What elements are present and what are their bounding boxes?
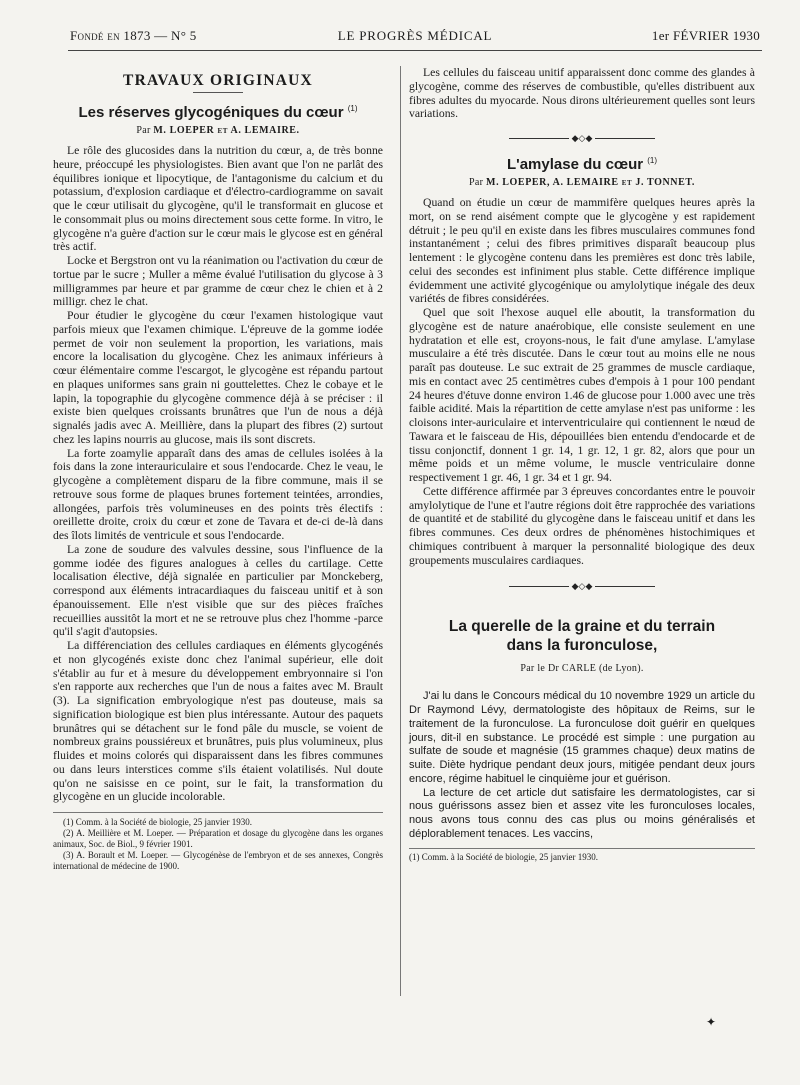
footnote: (3) A. Borault et M. Loeper. — Glycogénèse de l'embryon et de ses annexes, Congrès international de médecine de 1900. — [53, 850, 383, 871]
byline-prefix: Par — [136, 125, 151, 136]
left-column — [53, 68, 383, 872]
right-column — [409, 66, 755, 863]
paragraph: Le rôle des glucosides dans la nutrition du cœur, a, de très bonne heure, préoccupé les physiologistes. Bien avant que l'on ne parlât des équilibres ionique et lipocytique, de l'antagonisme du calcium et du potassium, d'explosion cardiaque et d'électro-cardiogramme on savait que le cœur utilisait du glycogène, qu'il le transformait en glucose et le consommait plus ou moins directement sous cette forme. In vitro, le glycogène n'a guère d'action sur le cœur mais le glycose est en général très actif. — [53, 144, 383, 254]
header-rule — [68, 50, 762, 51]
article3-title-line2: dans la furonculose, — [506, 637, 658, 655]
ornament-divider — [409, 579, 755, 593]
continuation-paragraph: Les cellules du faisceau unitif apparaissent donc comme des glandes à glycogène, comme des réserves de combustible, qu'elles distribuent aux fibres adultes du myocarde. Nous dirons ultérieurement quelles sont leurs variations. — [409, 66, 755, 121]
issue-date: 1er FÉVRIER 1930 — [651, 28, 760, 43]
paragraph: La lecture de cet article dut satisfaire les dermatologistes, car si nous guérissons assez bien et assez vite les furonculoses locales, nous avons tous connu des cas plus ou moins généralisés et déplorablement tenaces. Les vaccins, — [409, 786, 755, 840]
paragraph: Quand on étudie un cœur de mammifère quelques heures après la mort, on se rend aisément compte que le glycogène y est rapidement détruit ; le peu qu'il en existe dans les fibres musculaires communes fond instantanément ; celui des fibres primitives disparaît beaucoup plus lentement : le glycogène contenu dans les premières est donc très labile, celui des secondes est infiniment plus stable. Cette différence implique évidemment une activité glycogénique ou amylolytique inégale des deux variétés de fibres considérées. — [409, 196, 755, 306]
footnote: (1) Comm. à la Société de biologie, 25 janvier 1930. — [409, 848, 755, 863]
paragraph: La forte zoamylie apparaît dans des amas de cellules isolées à la fois dans la zone interauriculaire et sous l'endocarde. Chez le veau, le glycogène a complètement disparu de la fibre commune, mais il se retrouve sous forme de plaques brunes fortement teintées, arrondies, allongées, parfois très volumineuses en des points très électifs : oreillette droite, croix du cœur et zone de Tavara et de-ci de-là dans des îlots limités de ventricule et sous l'endocarde. — [53, 446, 383, 542]
journal-title: LE PROGRÈS MÉDICAL — [337, 28, 493, 43]
article2-title-text: L'amylase du cœur — [506, 156, 644, 173]
ornament-icon: ◆◇◆ — [571, 132, 593, 143]
header-founded: Fondé en 1873 — N° 5 — [70, 28, 197, 43]
article2-title-note: (1) — [647, 156, 658, 165]
section-title: TRAVAUX ORIGINAUX — [123, 72, 313, 89]
section-rule — [193, 92, 243, 93]
footnotes — [53, 812, 383, 872]
paragraph: La différenciation des cellules cardiaques en éléments glycogénés et non glycogénés existe donc chez l'animal supérieur, elle doit s'établir au fur et à mesure du développement embryonnaire si l'on s'en rapporte aux recherches que l'un de nous a faites avec M. Brault (3). La signification embryologique n'est pas douteuse, mais sa signification biologique est bien plus intéressante. Autour des paquets brunâtres qui se détachent sur le fond pâle du muscle, se voient de nombreux grains poussiéreux et brunâtres, puis plus volumineux, plus fluides et moins colorés qui disparaissent dans les fibres communes ou dans leurs interstices comme s'ils étaient volatilisés. Nul doute qu'on ne saisisse en ce point, sur le fait, la transformation du glycogène en un glucide incolorable. — [53, 639, 383, 804]
paragraph: Quel que soit l'hexose auquel elle aboutit, la transformation du glycogène est de nature anaérobique, elle consiste seulement en une hydratation et elle est, croyons-nous, le fait d'une amylase. L'amylase musculaire a été très discutée. Dans le cœur tout au moins elle ne nous paraît pas douteuse. Le suc extrait de 25 grammes de muscle cardiaque, mis en contact avec 25 centimètres cubes d'empois à 1 pour 100 pendant 24 heures d'étuve donne environ 1.46 de glucose pour 1.000 avec une très faible acidité. Mais la répartition de cette amylase n'est pas uniforme : les cloisons inter-auriculaire et interventriculaire qui contiennent le nœud de Tawara et le faisceau de His, dépouillées bien entendu d'endocarde et de tissu conjonctif, donnent 1 gr. 14, 1 gr. 12, 1 gr. 82, alors que pour un même poids et un même volume, le muscle ventriculaire donne respectivement 1 gr. 46, 1 gr. 34 et 1 gr. 94. — [409, 306, 755, 484]
ornament-divider — [409, 131, 755, 145]
running-head — [70, 28, 760, 48]
paragraph: Locke et Bergstron ont vu la réanimation ou l'activation du cœur de tortue par le sucre ; Muller a même évalué l'utilisation du glycose à 3 milligrammes par heure et par gramme de cœur chez le chien et à 2 milligr. chez le chat. — [53, 254, 383, 309]
byline-carle: Par le Dr CARLE (de Lyon). — [520, 663, 644, 675]
paragraph: J'ai lu dans le Concours médical du 10 novembre 1929 un article du Dr Raymond Lévy, dermatologiste des hôpitaux de Reims, sur le traitement de la furonculose. La furonculose doit guérir en quelques jours, dit-il en substance. Le procédé est simple : une purgation au sulfate de soude et magnésie (15 grammes chaque) deux matins de suite. Diète hydrique pendant deux jours, mitigée pendant deux jours encore, régime habituel le cinquième jour et guérison. — [409, 690, 755, 785]
article-title-note: (1) — [347, 104, 358, 113]
article3-title-line1: La querelle de la graine et du terrain — [448, 618, 716, 636]
article-title-text: Les réserves glycogéniques du cœur — [78, 104, 344, 121]
paragraph: Pour étudier le glycogène du cœur l'examen histologique vaut parfois mieux que l'examen chimique. L'épreuve de la gomme iodée permet de voir non seulement la proportion, les variations, mais encore la localisation du glycogène. Chez les animaux inférieurs à cœur élémentaire comme l'escargot, le glycogène est répandu partout en plaques uniformes sans grain ni gouttelettes. Chez le cobaye et le lapin, la topographie du glycogène commence déjà à se préciser : il existe bien quelques croissants brunâtres que l'un de nous a déjà signalés jadis avec A. Meillière, dans la plupart des fibres (2) surtout chez les lapins nourris au glucose, mais ils sont discrets. — [53, 309, 383, 446]
byline-loeper-lemaire-tonnet — [409, 177, 755, 188]
article-title-furonculose — [409, 617, 755, 655]
end-mark-icon: ✦ — [706, 1015, 717, 1029]
paragraph: Cette différence affirmée par 3 épreuves concordantes entre le pouvoir amylolytique de l'une et l'autre régions doit être rapprochée des variations de quantité et de stabilité du glycogène dans le faisceau unitif et dans les fibres communes. Ces deux ordres de phénomènes histochimiques et chimiques contribuent à marquer la personnalité biologique des deux groupements musculaires cardiaques. — [409, 484, 755, 567]
article-title-amylase — [409, 155, 755, 174]
article-title-glycogen — [53, 103, 383, 122]
footnote: (1) Comm. à la Société de biologie, 25 janvier 1930. — [63, 817, 252, 827]
footnote: (2) A. Meillière et M. Loeper. — Préparation et dosage du glycogène dans les organes animaux, Soc. de Biol., 9 février 1901. — [53, 828, 383, 849]
byline-authors: M. LOEPER, A. LEMAIRE et J. TONNET. — [486, 177, 696, 188]
byline-prefix: Par — [468, 177, 484, 188]
byline-loeper-lemaire — [53, 125, 383, 136]
column-divider — [400, 66, 401, 996]
byline-authors: M. LOEPER et A. LEMAIRE. — [153, 125, 300, 136]
paragraph: La zone de soudure des valvules dessine, sous l'influence de la gomme iodée des figures analogues à celles du cartilage. Cette localisation élective, déjà signalée en particulier par Monckeberg, correspond aux éléments intracardiaques du faisceau unitif et à son épanouissement. Elle n'est visible que sur des pièces fraîches recueillies aussitôt la mort et ne se retrouve plus chez l'homme -parce qu'il s'agit d'autopsies. — [53, 542, 383, 639]
ornament-icon: ◆◇◆ — [571, 580, 593, 591]
